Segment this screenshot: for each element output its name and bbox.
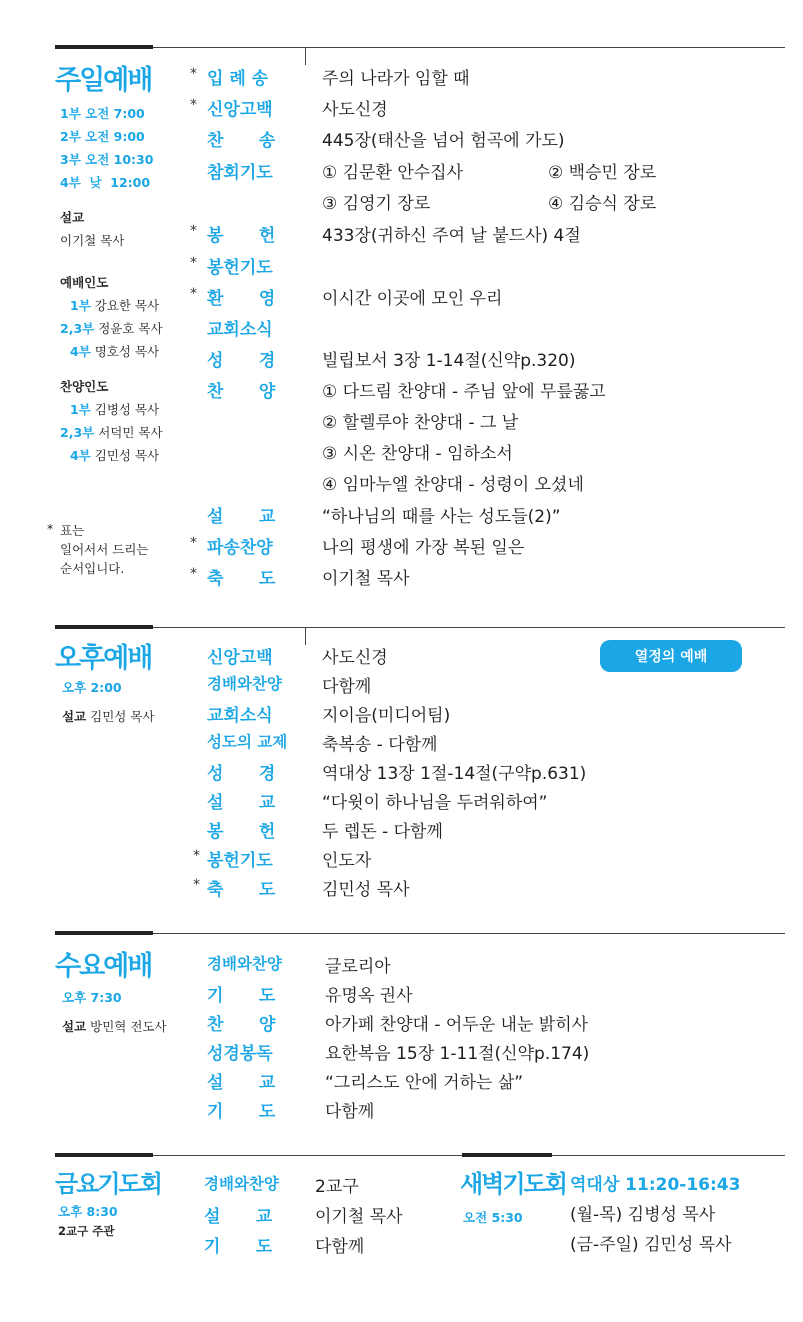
order-label: 봉헌기도 [207, 258, 273, 278]
order-value: 축복송 - 다함께 [322, 735, 438, 755]
service-time: 1부 오전 7:00 [60, 106, 145, 121]
order-value: 지이음(미디어팀) [322, 706, 451, 726]
standing-marker: * [190, 255, 197, 271]
order-label: 경배와찬양 [207, 675, 282, 693]
praise-lead-row: 1부 김병성 목사 [70, 402, 160, 417]
order-value: “하나님의 때를 사는 성도들(2)” [322, 507, 561, 527]
service-time: 3부 오전 10:30 [60, 152, 154, 167]
wednesday-section [0, 930, 803, 1130]
service-time: 4부 낮 12:00 [60, 175, 151, 190]
order-value: 사도신경 [322, 648, 388, 668]
service-time: 오전 5:30 [463, 1210, 523, 1225]
order-value: 다함께 [325, 1102, 375, 1122]
praise-lead-row: 4부 김민성 목사 [70, 448, 160, 463]
order-value: ② 할렐루야 찬양대 - 그 날 [322, 413, 519, 433]
order-label: 성 경 [207, 351, 276, 371]
order-value: 요한복음 15장 1-11절(신약p.174) [325, 1044, 590, 1064]
order-value: 433장(귀하신 주여 날 붙드사) 4절 [322, 226, 581, 246]
service-time: 2부 오전 9:00 [60, 129, 145, 144]
order-value: ③ 김영기 장로 [322, 194, 431, 214]
order-value: ④ 임마누엘 찬양대 - 성령이 오셨네 [322, 475, 584, 495]
section-divider [55, 933, 785, 934]
divider-tick [305, 627, 306, 645]
section-title: 주일예배 [55, 65, 152, 96]
section-divider-accent [55, 931, 153, 935]
order-label: 성도의 교제 [207, 733, 288, 751]
order-value: “다윗이 하나님을 두려워하여” [322, 793, 548, 813]
order-value: 김민성 목사 [322, 880, 410, 900]
order-value: 두 렙돈 - 다함께 [322, 822, 443, 842]
passion-worship-badge: 열정의 예배 [600, 640, 742, 672]
order-value: ③ 시온 찬양대 - 임하소서 [322, 444, 513, 464]
friday-dawn-section [0, 1152, 803, 1272]
section-divider-accent [462, 1153, 552, 1157]
standing-marker: * [190, 535, 197, 551]
dawn-leader: (금-주일) 김민성 목사 [570, 1235, 732, 1255]
order-label: 신앙고백 [207, 648, 273, 668]
worship-lead-row: 1부 강요한 목사 [70, 298, 160, 313]
order-label: 설 교 [207, 793, 276, 813]
order-label: 환 영 [207, 289, 276, 309]
order-value: 유명옥 권사 [325, 986, 413, 1006]
praise-lead-row: 2,3부 서덕민 목사 [60, 425, 163, 440]
standing-marker: * [190, 97, 197, 113]
order-label: 축 도 [207, 569, 276, 589]
order-value-2: ④ 김승식 장로 [548, 194, 657, 214]
sermon-label: 설교 [60, 210, 85, 225]
order-label: 성경봉독 [207, 1044, 273, 1064]
order-label: 찬 송 [207, 131, 276, 151]
section-divider [55, 47, 785, 48]
dawn-leader: (월-목) 김병성 목사 [570, 1205, 716, 1225]
order-label: 교회소식 [207, 320, 273, 340]
section-title: 오후예배 [55, 643, 152, 674]
order-label: 찬 양 [207, 382, 276, 402]
standing-marker: * [190, 223, 197, 239]
order-label: 성 경 [207, 764, 276, 784]
worship-lead-row: 4부 명호성 목사 [70, 344, 160, 359]
order-label: 찬 양 [207, 1015, 276, 1035]
order-label: 참회기도 [207, 163, 273, 183]
order-label: 경배와찬양 [204, 1175, 279, 1193]
service-time: 오후 2:00 [62, 680, 122, 695]
section-divider-accent [55, 45, 153, 49]
order-label: 기 도 [207, 986, 276, 1006]
order-value: 445장(태산을 넘어 험곡에 가도) [322, 131, 565, 151]
praise-lead-label: 찬양인도 [60, 379, 109, 394]
service-time: 오후 7:30 [62, 990, 122, 1005]
order-value: 역대상 13장 1절-14절(구약p.631) [322, 764, 587, 784]
scripture-book: 역대상 11:20-16:43 [570, 1175, 741, 1195]
order-value: 주의 나라가 임할 때 [322, 69, 470, 89]
standing-marker: * [190, 66, 197, 82]
order-value: 빌립보서 3장 1-14절(신약p.320) [322, 351, 576, 371]
standing-marker: * [190, 566, 197, 582]
order-value: 이기철 목사 [322, 569, 410, 589]
order-label: 교회소식 [207, 706, 273, 726]
sunday-section [0, 0, 803, 610]
order-value: ① 다드림 찬양대 - 주님 앞에 무릎꿇고 [322, 382, 606, 402]
order-label: 기 도 [207, 1102, 276, 1122]
order-label: 봉헌기도 [207, 851, 273, 871]
order-value-2: ② 백승민 장로 [548, 163, 657, 183]
standing-note: 표는 [60, 523, 85, 538]
order-value: 이시간 이곳에 모인 우리 [322, 289, 503, 309]
standing-marker: * [190, 286, 197, 302]
section-divider [55, 1155, 785, 1156]
order-value: ① 김문환 안수집사 [322, 163, 464, 183]
section-divider-accent [55, 1153, 153, 1157]
standing-marker: * [193, 848, 200, 864]
section-divider-accent [55, 625, 153, 629]
order-value: 아가페 찬양대 - 어두운 내눈 밝히사 [325, 1015, 589, 1035]
order-label: 기 도 [204, 1237, 273, 1257]
order-label: 입 례 송 [207, 69, 269, 89]
standing-note-star: * [47, 521, 54, 536]
sermon-info: 설교 방민혁 전도사 [62, 1019, 167, 1034]
section-title: 새벽기도회 [460, 1170, 566, 1198]
order-value: “그리스도 안에 거하는 삶” [325, 1073, 524, 1093]
order-value: 다함께 [322, 677, 372, 697]
order-value: 이기철 목사 [315, 1207, 403, 1227]
service-time: 오후 8:30 [58, 1204, 118, 1219]
worship-lead-label: 예배인도 [60, 275, 109, 290]
standing-note: 일어서서 드리는 [60, 542, 149, 557]
order-value: 사도신경 [322, 100, 388, 120]
section-title: 수요예배 [55, 951, 152, 982]
order-label: 경배와찬양 [207, 955, 282, 973]
section-title: 금요기도회 [55, 1170, 161, 1198]
order-label: 신앙고백 [207, 100, 273, 120]
sermon-name: 이기철 목사 [60, 233, 125, 248]
order-label: 봉 헌 [207, 226, 276, 246]
host-note: 2교구 주관 [58, 1224, 115, 1238]
divider-tick [305, 47, 306, 65]
section-divider [55, 627, 785, 628]
standing-marker: * [193, 877, 200, 893]
worship-lead-row: 2,3부 정윤호 목사 [60, 321, 163, 336]
order-label: 설 교 [207, 507, 276, 527]
order-label: 봉 헌 [207, 822, 276, 842]
order-value: 나의 평생에 가장 복된 일은 [322, 538, 525, 558]
sermon-info: 설교 김민성 목사 [62, 709, 155, 724]
standing-note: 순서입니다. [60, 561, 125, 576]
order-value: 2교구 [315, 1177, 359, 1197]
order-label: 설 교 [207, 1073, 276, 1093]
order-label: 설 교 [204, 1207, 273, 1227]
order-label: 축 도 [207, 880, 276, 900]
order-label: 파송찬양 [207, 538, 273, 558]
order-value: 글로리아 [325, 957, 391, 977]
order-value: 다함께 [315, 1237, 365, 1257]
order-value: 인도자 [322, 851, 372, 871]
afternoon-section [0, 624, 803, 914]
